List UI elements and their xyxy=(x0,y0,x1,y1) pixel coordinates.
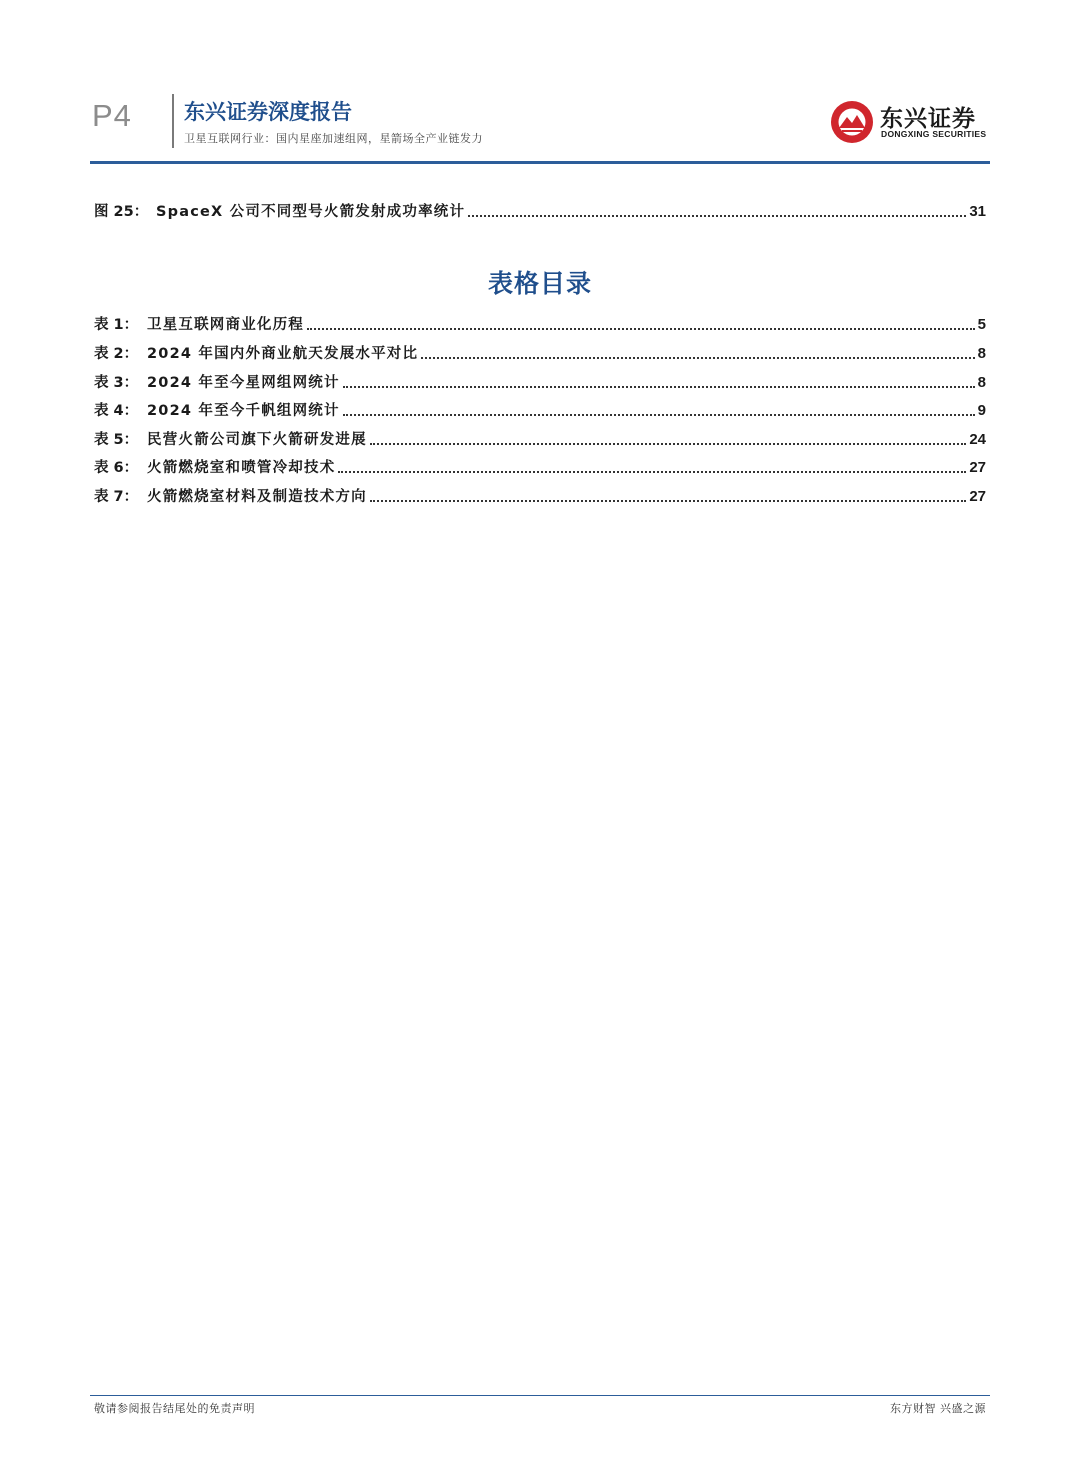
dot-leader xyxy=(343,413,975,416)
figure-label: 图 25： xyxy=(94,204,149,220)
dot-leader xyxy=(370,442,967,445)
dot-leader xyxy=(468,214,966,217)
table-toc-entry[interactable] xyxy=(94,428,986,450)
page-ref: 8 xyxy=(977,374,986,391)
dongxing-logo-icon xyxy=(830,100,874,144)
header-divider xyxy=(172,94,174,148)
table-toc-entry[interactable] xyxy=(94,313,986,335)
page-ref: 5 xyxy=(977,316,986,333)
table-title: 2024 年至今千帆组网统计 xyxy=(147,403,340,419)
report-subtitle: 卫星互联网行业：国内星座加速组网，星箭场全产业链发力 xyxy=(184,132,483,145)
table-title: 民营火箭公司旗下火箭研发进展 xyxy=(147,432,367,448)
dot-leader xyxy=(338,470,966,473)
table-toc-entry[interactable] xyxy=(94,456,986,478)
report-title: 东兴证券深度报告 xyxy=(184,100,352,124)
footer-rule xyxy=(90,1395,990,1396)
page-ref: 27 xyxy=(969,459,986,476)
table-label: 表 1： xyxy=(94,317,139,333)
company-logo xyxy=(830,98,990,146)
figure-title: SpaceX 公司不同型号火箭发射成功率统计 xyxy=(156,204,466,220)
footer-slogan: 东方财智 兴盛之源 xyxy=(890,1402,986,1415)
dot-leader xyxy=(421,356,974,359)
table-toc-entry[interactable] xyxy=(94,485,986,507)
table-title: 2024 年至今星网组网统计 xyxy=(147,375,340,391)
figure-toc-entry[interactable] xyxy=(94,200,986,222)
table-title: 2024 年国内外商业航天发展水平对比 xyxy=(147,346,419,362)
table-toc-entry[interactable] xyxy=(94,371,986,393)
table-toc-entry[interactable] xyxy=(94,399,986,421)
logo-name-cn: 东兴证券 xyxy=(880,106,976,132)
header-rule xyxy=(90,161,990,164)
page-ref: 24 xyxy=(969,431,986,448)
dot-leader xyxy=(370,499,967,502)
dot-leader xyxy=(343,385,975,388)
page-ref: 31 xyxy=(969,203,986,220)
page-ref: 27 xyxy=(969,488,986,505)
table-title: 火箭燃烧室和喷管冷却技术 xyxy=(147,460,336,476)
table-label: 表 2： xyxy=(94,346,139,362)
footer-disclaimer: 敬请参阅报告结尾处的免责声明 xyxy=(94,1402,255,1415)
table-title: 火箭燃烧室材料及制造技术方向 xyxy=(147,489,367,505)
dot-leader xyxy=(307,327,975,330)
table-label: 表 3： xyxy=(94,375,139,391)
table-label: 表 7： xyxy=(94,489,139,505)
logo-name-en: DONGXING SECURITIES xyxy=(881,129,987,139)
page-ref: 9 xyxy=(977,402,986,419)
table-toc-title: 表格目录 xyxy=(487,269,592,298)
table-toc-entry[interactable] xyxy=(94,342,986,364)
page-ref: 8 xyxy=(977,345,986,362)
table-label: 表 6： xyxy=(94,460,139,476)
table-label: 表 4： xyxy=(94,403,139,419)
table-label: 表 5： xyxy=(94,432,139,448)
page-number: P4 xyxy=(92,98,132,133)
table-title: 卫星互联网商业化历程 xyxy=(147,317,304,333)
